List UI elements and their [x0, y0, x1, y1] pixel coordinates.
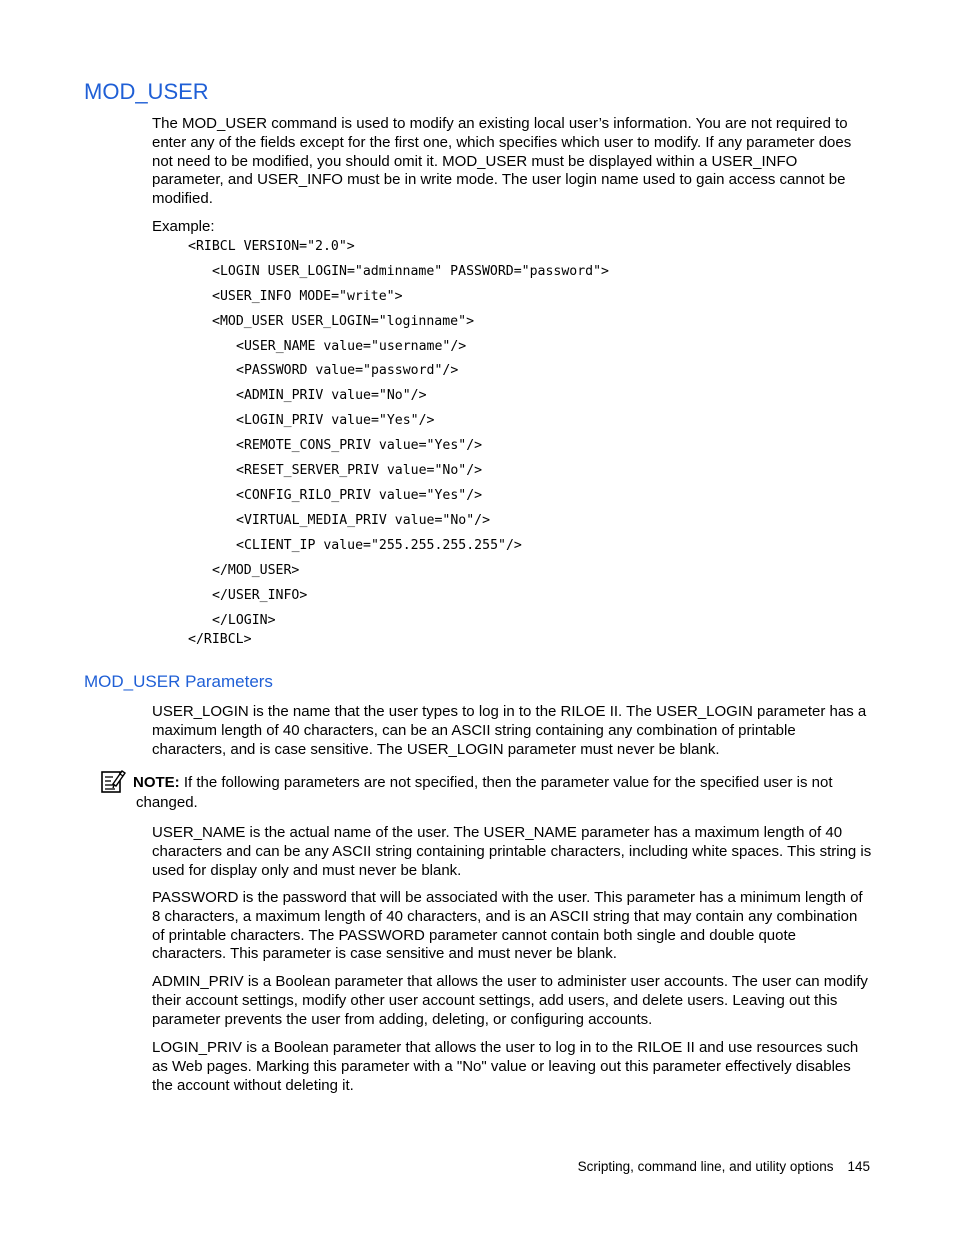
code-line: </RIBCL> — [188, 632, 252, 647]
code-line: <VIRTUAL_MEDIA_PRIV value="No"/> — [236, 513, 491, 528]
section-title: MOD_USER — [84, 79, 209, 104]
code-line: </USER_INFO> — [212, 588, 308, 603]
password-paragraph: PASSWORD is the password that will be associated with the user. This parameter has a minimum length of 8 characters, a maximum length of 40 characters, and is an ASCII string that may contain any combination of printable characters. The PASSWORD parameter cannot contain both single and double quote characters. This parameter is case sensitive and must never be blank. — [152, 889, 863, 963]
code-line: <PASSWORD value="password"/> — [236, 363, 459, 378]
code-line: <RIBCL VERSION="2.0"> — [188, 239, 355, 254]
code-line: <MOD_USER USER_LOGIN="loginname"> — [212, 314, 475, 329]
code-line: <CONFIG_RILO_PRIV value="Yes"/> — [236, 488, 483, 503]
code-line: </LOGIN> — [212, 613, 276, 628]
page-footer — [578, 1158, 870, 1176]
code-line: <LOGIN USER_LOGIN="adminname" PASSWORD="password"> — [212, 264, 609, 279]
code-line: <REMOTE_CONS_PRIV value="Yes"/> — [236, 438, 483, 453]
example-label: Example: — [152, 218, 215, 235]
code-line: <CLIENT_IP value="255.255.255.255"/> — [236, 538, 522, 553]
code-line: <ADMIN_PRIV value="No"/> — [236, 388, 427, 403]
code-line: </MOD_USER> — [212, 563, 300, 578]
note-text-line-1: If the following parameters are not specified, then the parameter value for the specified user is not — [179, 774, 833, 791]
code-line: <USER_NAME value="username"/> — [236, 339, 467, 354]
parameters-title: MOD_USER Parameters — [84, 672, 273, 691]
note-label: NOTE: — [133, 774, 180, 791]
user-login-paragraph: USER_LOGIN is the name that the user types to log in to the RILOE II. The USER_LOGIN parameter has a maximum length of 40 characters, can be an ASCII string containing any combination of printable characters, and is case sensitive. The USER_LOGIN parameter must never be blank. — [152, 703, 867, 758]
note-pad-icon — [100, 768, 126, 794]
code-line: <RESET_SERVER_PRIV value="No"/> — [236, 463, 483, 478]
page-number: 145 — [847, 1159, 870, 1174]
admin-priv-paragraph: ADMIN_PRIV is a Boolean parameter that allows the user to administer user accounts. The user can modify their account settings, modify other user account settings, add users, and delete users. Leaving out this parameter prevents the user from adding, deleting, or configuring accounts. — [152, 973, 868, 1028]
intro-paragraph: The MOD_USER command is used to modify an existing local user’s information. You are not required to enter any of the fields except for the first one, which specifies which user to modify. If any parameter does not need to be modified, you should omit it. MOD_USER must be displayed within a USER_INFO parameter, and USER_INFO must be in write mode. The user login name used to gain access cannot be modified. — [152, 115, 852, 208]
login-priv-paragraph: LOGIN_PRIV is a Boolean parameter that allows the user to log in to the RILOE II and use resources such as Web pages. Marking this parameter with a "No" value or leaving out this parameter effectively disables the account without deleting it. — [152, 1039, 859, 1094]
footer-chapter: Scripting, command line, and utility options — [577, 1159, 834, 1174]
code-line: <LOGIN_PRIV value="Yes"/> — [236, 413, 435, 428]
note-text — [133, 773, 873, 813]
note-text-line-2: changed. — [136, 794, 198, 811]
user-name-paragraph: USER_NAME is the actual name of the user. The USER_NAME parameter has a maximum length of 40 characters and can be any ASCII string containing printable characters, including white spaces. This string is used for display only and must never be blank. — [152, 824, 872, 879]
code-line: <USER_INFO MODE="write"> — [212, 289, 403, 304]
